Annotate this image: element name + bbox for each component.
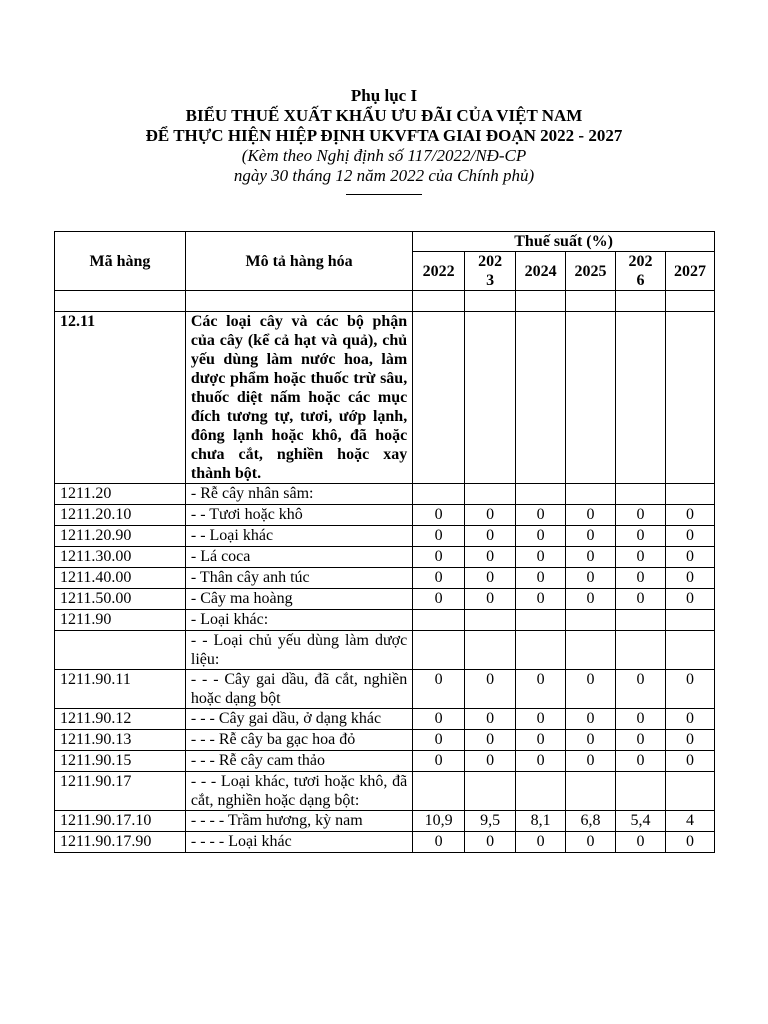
document-header	[0, 86, 768, 195]
goods-description: - - Loại chủ yếu dùng làm dược liệu:	[185, 631, 412, 670]
tax-rate-cell: 0	[616, 589, 666, 610]
hs-code: 1211.90.15	[55, 751, 186, 772]
tax-rate-cell	[616, 631, 666, 670]
tax-rate-cell	[616, 312, 666, 484]
hs-code: 1211.90.17	[55, 772, 186, 811]
tax-rate-cell: 0	[413, 568, 465, 589]
tax-rate-cell	[465, 772, 516, 811]
hs-code: 1211.20	[55, 484, 186, 505]
tax-rate-cell	[413, 312, 465, 484]
tax-rate-cell	[616, 610, 666, 631]
goods-description: - - - Rễ cây ba gạc hoa đỏ	[185, 730, 412, 751]
goods-description: Các loại cây và các bộ phận của cây (kể cả hạt và quả), chủ yếu dùng làm nước hoa, làm dược phẩm hoặc thuốc trừ sâu, thuốc diệt nấm hoặc các mục đích tương tự, tươi, ướp lạnh, đông lạnh hoặc khô, đã hoặc chưa cắt, nghiền hoặc xay thành bột.	[185, 312, 412, 484]
tax-rate-cell: 0	[665, 670, 714, 709]
table-row	[55, 589, 715, 610]
hs-code: 1211.90.17.90	[55, 832, 186, 853]
tax-rate-cell: 0	[616, 751, 666, 772]
tax-rate-cell	[413, 484, 465, 505]
tax-rate-cell: 0	[566, 568, 616, 589]
spacer-row	[55, 291, 715, 312]
hs-code: 1211.90.11	[55, 670, 186, 709]
tax-rate-cell: 0	[665, 751, 714, 772]
tax-rate-cell: 0	[616, 568, 666, 589]
tax-rate-cell: 0	[465, 526, 516, 547]
hs-code: 1211.90.12	[55, 709, 186, 730]
tax-rate-cell	[413, 772, 465, 811]
hs-code: 1211.20.90	[55, 526, 186, 547]
tax-rate-cell: 0	[413, 730, 465, 751]
tax-rate-cell	[516, 312, 566, 484]
tax-rate-cell: 0	[665, 568, 714, 589]
tax-rate-cell	[566, 772, 616, 811]
document-title: BIỂU THUẾ XUẤT KHẨU ƯU ĐÃI CỦA VIỆT NAM	[185, 106, 583, 125]
hs-code: 1211.40.00	[55, 568, 186, 589]
tax-rate-cell: 0	[516, 730, 566, 751]
tax-rate-cell: 0	[465, 547, 516, 568]
tax-rate-cell: 0	[616, 505, 666, 526]
goods-description: - - - Rễ cây cam thảo	[185, 751, 412, 772]
tax-rate-cell: 0	[516, 589, 566, 610]
tax-rate-cell	[566, 312, 616, 484]
tax-rate-cell	[566, 610, 616, 631]
table-row	[55, 670, 715, 709]
header-code: Mã hàng	[55, 232, 186, 291]
tax-rate-cell: 0	[665, 505, 714, 526]
tax-rate-cell	[413, 631, 465, 670]
tax-rate-cell: 0	[566, 526, 616, 547]
table-row	[55, 505, 715, 526]
goods-description: - Cây ma hoàng	[185, 589, 412, 610]
hs-code: 1211.90	[55, 610, 186, 631]
tax-rate-cell: 0	[465, 505, 516, 526]
tax-rate-cell: 0	[465, 832, 516, 853]
tax-rate-cell: 0	[665, 730, 714, 751]
tax-rate-cell: 0	[516, 832, 566, 853]
tax-rate-cell: 0	[566, 505, 616, 526]
tax-rate-cell: 0	[516, 751, 566, 772]
goods-description: - Thân cây anh túc	[185, 568, 412, 589]
tax-rate-cell	[665, 484, 714, 505]
goods-description: - Loại khác:	[185, 610, 412, 631]
table-row	[55, 312, 715, 484]
goods-description: - - - - Loại khác	[185, 832, 412, 853]
table-row	[55, 526, 715, 547]
hs-code	[55, 631, 186, 670]
table-row	[55, 568, 715, 589]
header-year: 202 3	[465, 252, 516, 291]
tax-rate-cell	[516, 772, 566, 811]
tax-rate-cell: 5,4	[616, 811, 666, 832]
tax-rate-cell: 0	[665, 709, 714, 730]
tax-rate-cell: 0	[465, 709, 516, 730]
document-subtitle: ĐỂ THỰC HIỆN HIỆP ĐỊNH UKVFTA GIAI ĐOẠN 2022 - 2027	[145, 126, 623, 145]
table-row	[55, 832, 715, 853]
tariff-table	[54, 231, 715, 853]
tax-rate-cell: 0	[516, 709, 566, 730]
tax-rate-cell	[465, 312, 516, 484]
tax-rate-cell: 0	[566, 832, 616, 853]
tax-rate-cell: 0	[413, 505, 465, 526]
goods-description: - Lá coca	[185, 547, 412, 568]
tax-rate-cell: 8,1	[516, 811, 566, 832]
tax-rate-cell: 0	[616, 730, 666, 751]
tax-rate-cell: 0	[616, 670, 666, 709]
table-row	[55, 610, 715, 631]
tax-rate-cell: 0	[413, 751, 465, 772]
tax-rate-cell: 0	[516, 670, 566, 709]
tax-rate-cell: 0	[413, 547, 465, 568]
tax-rate-cell: 0	[413, 709, 465, 730]
tax-rate-cell	[516, 610, 566, 631]
header-year: 202 6	[616, 252, 666, 291]
tax-rate-cell: 9,5	[465, 811, 516, 832]
tax-rate-cell: 0	[516, 526, 566, 547]
goods-description: - Rễ cây nhân sâm:	[185, 484, 412, 505]
tax-rate-cell: 0	[616, 832, 666, 853]
decree-date: ngày 30 tháng 12 năm 2022 của Chính phủ)	[233, 166, 535, 185]
table-row	[55, 730, 715, 751]
header-year: 2024	[516, 252, 566, 291]
goods-description: - - - Cây gai dầu, đã cắt, nghiền hoặc dạng bột	[185, 670, 412, 709]
tax-rate-cell: 0	[616, 709, 666, 730]
header-year: 2025	[566, 252, 616, 291]
tax-rate-cell: 0	[665, 832, 714, 853]
tax-rate-cell: 0	[616, 547, 666, 568]
appendix-label: Phụ lục I	[350, 86, 418, 105]
tax-rate-cell: 0	[465, 751, 516, 772]
tax-rate-cell: 0	[465, 730, 516, 751]
hs-code: 1211.90.17.10	[55, 811, 186, 832]
tax-rate-cell: 0	[465, 568, 516, 589]
hs-code: 1211.20.10	[55, 505, 186, 526]
tax-rate-cell: 0	[616, 526, 666, 547]
tax-rate-cell: 0	[516, 505, 566, 526]
tax-rate-cell	[616, 484, 666, 505]
goods-description: - - Loại khác	[185, 526, 412, 547]
table-row	[55, 751, 715, 772]
header-tax-rate: Thuế suất (%)	[413, 232, 715, 252]
tax-rate-cell: 0	[465, 589, 516, 610]
goods-description: - - Tươi hoặc khô	[185, 505, 412, 526]
tax-rate-cell: 0	[665, 526, 714, 547]
tax-rate-cell: 0	[516, 568, 566, 589]
goods-description: - - - Loại khác, tươi hoặc khô, đã cắt, nghiền hoặc dạng bột:	[185, 772, 412, 811]
tax-rate-cell: 0	[413, 589, 465, 610]
header-description: Mô tả hàng hóa	[185, 232, 412, 291]
tax-rate-cell: 0	[665, 589, 714, 610]
table-row	[55, 772, 715, 811]
tax-rate-cell: 0	[566, 751, 616, 772]
hs-code: 12.11	[55, 312, 186, 484]
tax-rate-cell: 6,8	[566, 811, 616, 832]
tax-rate-cell	[465, 484, 516, 505]
tax-rate-cell: 0	[413, 526, 465, 547]
tax-rate-cell: 0	[516, 547, 566, 568]
tax-rate-cell: 0	[566, 670, 616, 709]
tax-rate-cell: 0	[566, 547, 616, 568]
tax-rate-cell: 0	[566, 709, 616, 730]
goods-description: - - - - Trầm hương, kỳ nam	[185, 811, 412, 832]
tax-rate-cell: 0	[413, 832, 465, 853]
tax-rate-cell	[665, 772, 714, 811]
tax-rate-cell	[665, 312, 714, 484]
table-row	[55, 484, 715, 505]
header-divider	[346, 194, 422, 195]
tax-rate-cell	[516, 631, 566, 670]
tax-rate-cell: 0	[465, 670, 516, 709]
tax-rate-cell: 4	[665, 811, 714, 832]
tax-rate-cell	[465, 610, 516, 631]
tax-rate-cell	[413, 610, 465, 631]
tax-rate-cell	[566, 631, 616, 670]
tax-rate-cell: 0	[566, 730, 616, 751]
hs-code: 1211.30.00	[55, 547, 186, 568]
header-year: 2027	[665, 252, 714, 291]
table-row	[55, 631, 715, 670]
tax-rate-cell: 10,9	[413, 811, 465, 832]
tax-rate-cell	[465, 631, 516, 670]
tax-rate-cell	[516, 484, 566, 505]
decree-reference: (Kèm theo Nghị định số 117/2022/NĐ-CP	[241, 146, 527, 165]
tax-rate-cell: 0	[566, 589, 616, 610]
tax-rate-cell	[566, 484, 616, 505]
tax-rate-cell	[665, 610, 714, 631]
tax-rate-cell: 0	[665, 547, 714, 568]
hs-code: 1211.90.13	[55, 730, 186, 751]
table-row	[55, 811, 715, 832]
hs-code: 1211.50.00	[55, 589, 186, 610]
table-row	[55, 547, 715, 568]
goods-description: - - - Cây gai dầu, ở dạng khác	[185, 709, 412, 730]
header-year: 2022	[413, 252, 465, 291]
tax-rate-cell	[665, 631, 714, 670]
tax-rate-cell: 0	[413, 670, 465, 709]
tax-rate-cell	[616, 772, 666, 811]
table-row	[55, 709, 715, 730]
